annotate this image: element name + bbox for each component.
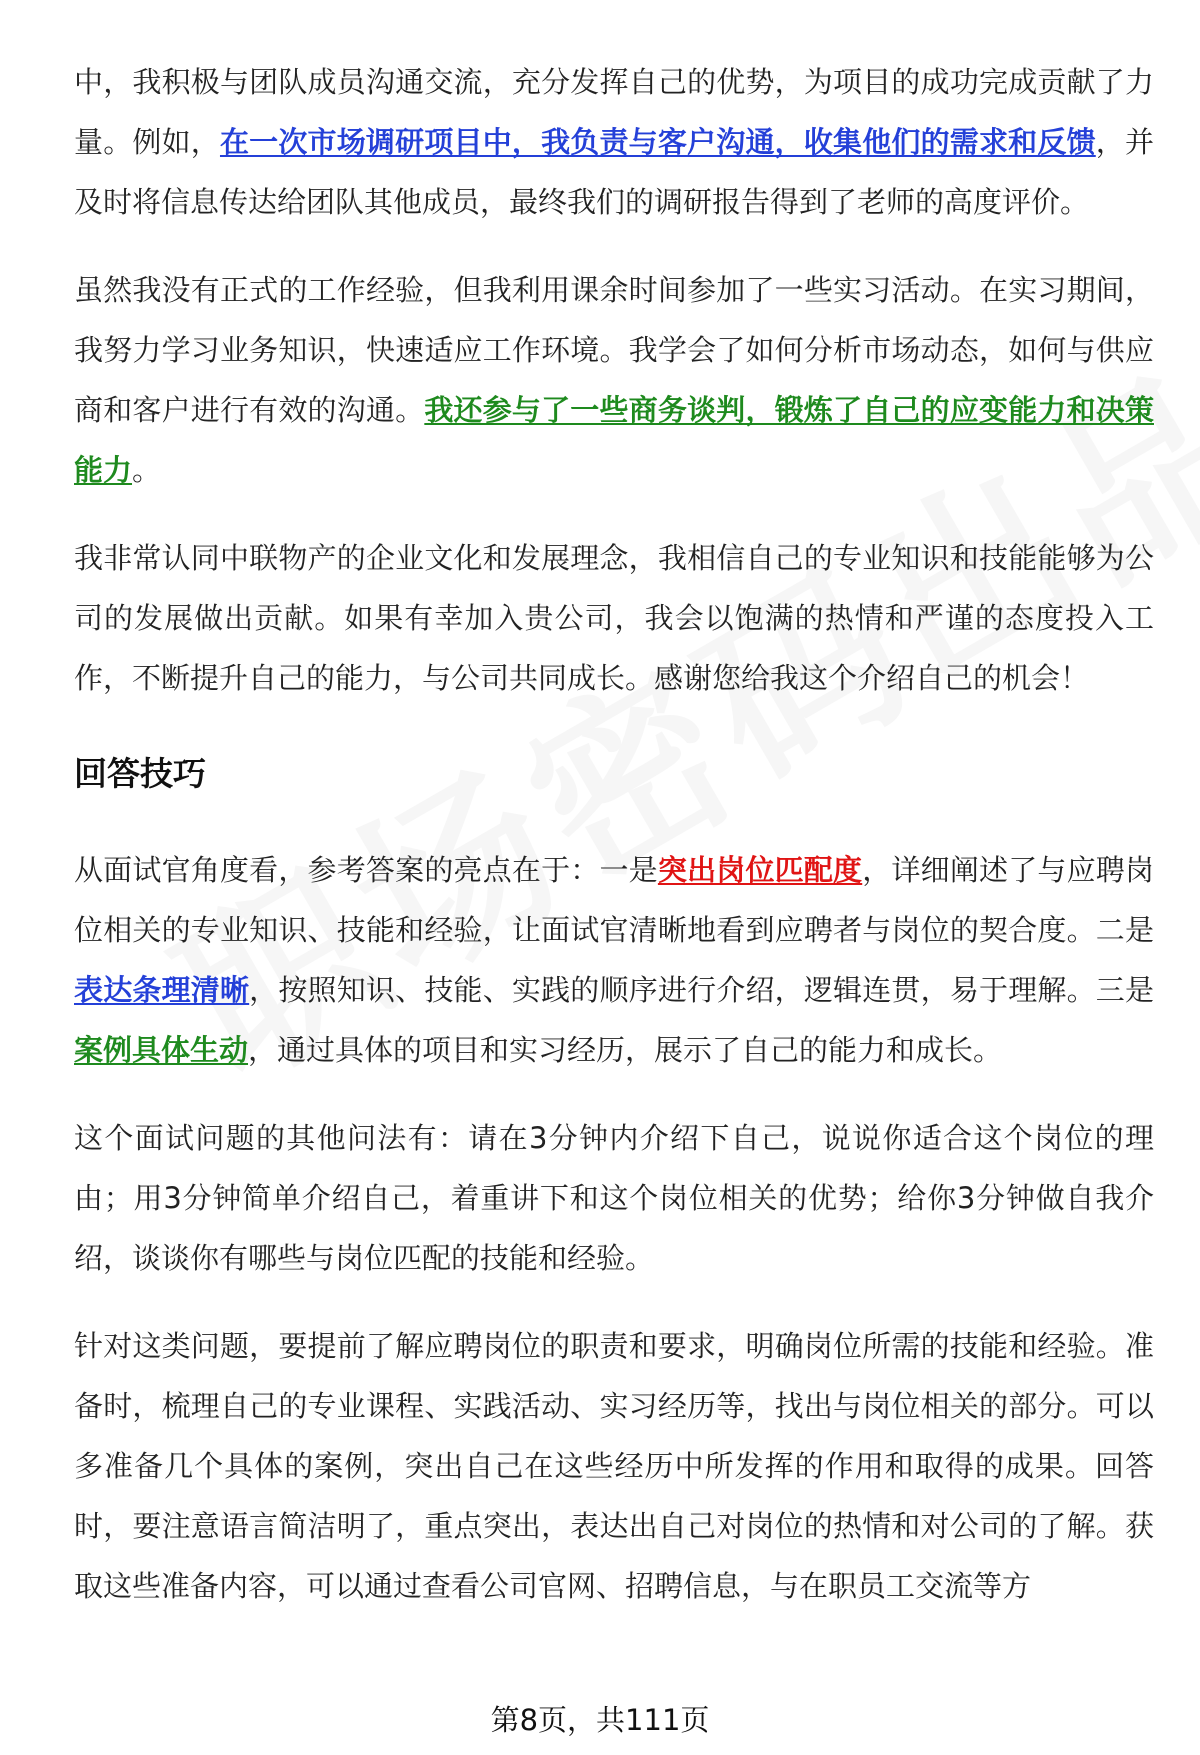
text-segment: ，并及时将信息传达给团队其他成员，最终我们的调研报告得到了老师的高度评价。 [74, 125, 1154, 219]
highlight-blue: 在一次市场调研项目中，我负责与客户沟通，收集他们的需求和反馈 [219, 125, 1096, 159]
highlight-green: 案例具体生动 [74, 1033, 249, 1067]
highlight-red: 突出岗位匹配度 [657, 853, 863, 887]
text-segment: 从面试官角度看，参考答案的亮点在于：一是 [74, 853, 658, 887]
text-segment: 。 [132, 453, 162, 487]
page-number: 第8页，共111页 [490, 1703, 710, 1737]
text-segment: ，按照知识、技能、实践的顺序进行介绍，逻辑连贯，易于理解。三是 [249, 973, 1154, 1007]
highlight-green: 我还参与了一些商务谈判，锻炼了自己的应变能力和决策能力 [74, 393, 1154, 487]
paragraph-highlights [74, 840, 1154, 1080]
text-segment: 中，我积极与团队成员沟通交流，充分发挥自己的优势，为项目的成功完成贡献了力量。例如， [74, 65, 1154, 159]
text-segment: ，详细阐述了与应聘岗位相关的专业知识、技能和经验，让面试官清晰地看到应聘者与岗位的契合度。二是 [74, 853, 1154, 947]
text-segment: 虽然我没有正式的工作经验，但我利用课余时间参加了一些实习活动。在实习期间，我努力学习业务知识，快速适应工作环境。我学会了如何分析市场动态，如何与供应商和客户进行有效的沟通。 [74, 273, 1154, 427]
document-body [74, 52, 1154, 1616]
paragraph-internship [74, 260, 1154, 500]
highlight-blue: 表达条理清晰 [74, 973, 250, 1007]
paragraph-team-experience [74, 52, 1154, 232]
text-segment: ，通过具体的项目和实习经历，展示了自己的能力和成长。 [248, 1033, 1003, 1067]
paragraph-alt-questions: 这个面试问题的其他问法有：请在3分钟内介绍下自己，说说你适合这个岗位的理由；用3分钟简单介绍自己，着重讲下和这个岗位相关的优势；给你3分钟做自我介绍，谈谈你有哪些与岗位匹配的技能和经验。 [74, 1121, 1154, 1275]
section-heading: 回答技巧 [74, 754, 206, 793]
paragraph-preparation: 针对这类问题，要提前了解应聘岗位的职责和要求，明确岗位所需的技能和经验。准备时，梳理自己的专业课程、实践活动、实习经历等，找出与岗位相关的部分。可以多准备几个具体的案例，突出自己在这些经历中所发挥的作用和取得的成果。回答时，要注意语言简洁明了，重点突出，表达出自己对岗位的热情和对公司的了解。获取这些准备内容，可以通过查看公司官网、招聘信息，与在职员工交流等方 [74, 1329, 1154, 1603]
paragraph-company-fit: 我非常认同中联物产的企业文化和发展理念，我相信自己的专业知识和技能能够为公司的发展做出贡献。如果有幸加入贵公司，我会以饱满的热情和严谨的态度投入工作，不断提升自己的能力，与公司共同成长。感谢您给我这个介绍自己的机会！ [74, 541, 1154, 695]
